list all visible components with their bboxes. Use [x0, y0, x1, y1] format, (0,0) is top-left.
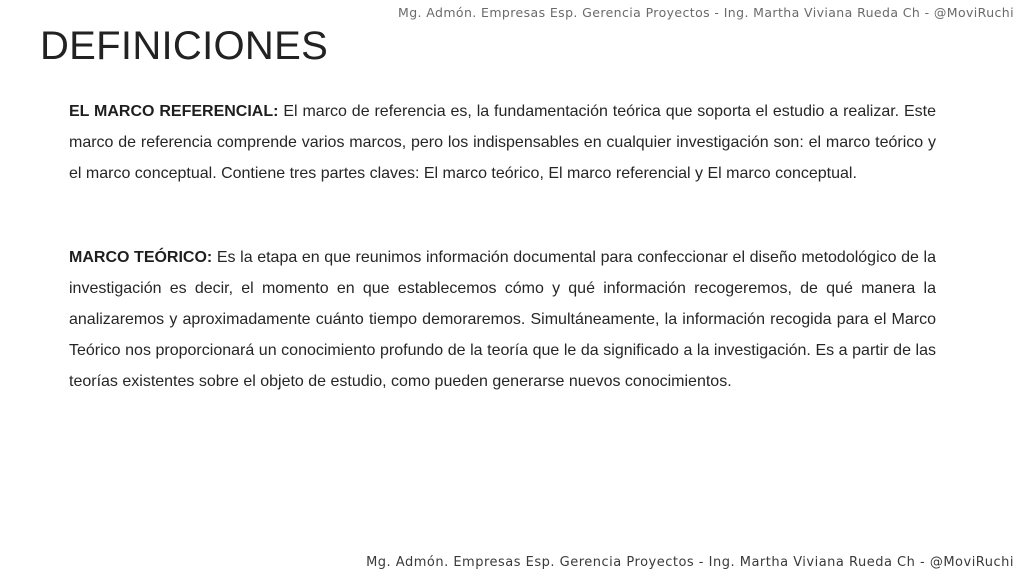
definition-term: EL MARCO REFERENCIAL: [69, 103, 279, 120]
footer-author-credit: Mg. Admón. Empresas Esp. Gerencia Proyectos - Ing. Martha Viviana Rueda Ch - @MoviRuchi [366, 555, 1014, 570]
slide-title: DEFINICIONES [40, 24, 329, 68]
definition-term: MARCO TEÓRICO: [69, 249, 213, 266]
definition-text: Es la etapa en que reunimos información documental para confeccionar el diseño metodológico de la investigación es decir, el momento en que establecemos cómo y qué información recogeremos, de qué manera la analizaremos y aproximadamente cuánto tiempo demoraremos. Simultáneamente, la información recogida para el Marco Teórico nos proporcionará un conocimiento profundo de la teoría que le da significado a la investigación. Es a partir de las teorías existentes sobre el objeto de estudio, como pueden generarse nuevos conocimientos. [69, 249, 936, 390]
definition-text: El marco de referencia es, la fundamentación teórica que soporta el estudio a realizar. Este marco de referencia comprende varios marcos, pero los indispensables en cualquier investigación son: el marco teórico y el marco conceptual. Contiene tres partes claves: El marco teórico, El marco referencial y El marco conceptual. [69, 103, 937, 182]
definition-marco-teorico [69, 242, 936, 397]
definition-marco-referencial [69, 96, 936, 189]
header-author-credit: Mg. Admón. Empresas Esp. Gerencia Proyectos - Ing. Martha Viviana Rueda Ch - @MoviRuchi [398, 5, 1014, 20]
slide-body [69, 96, 936, 397]
